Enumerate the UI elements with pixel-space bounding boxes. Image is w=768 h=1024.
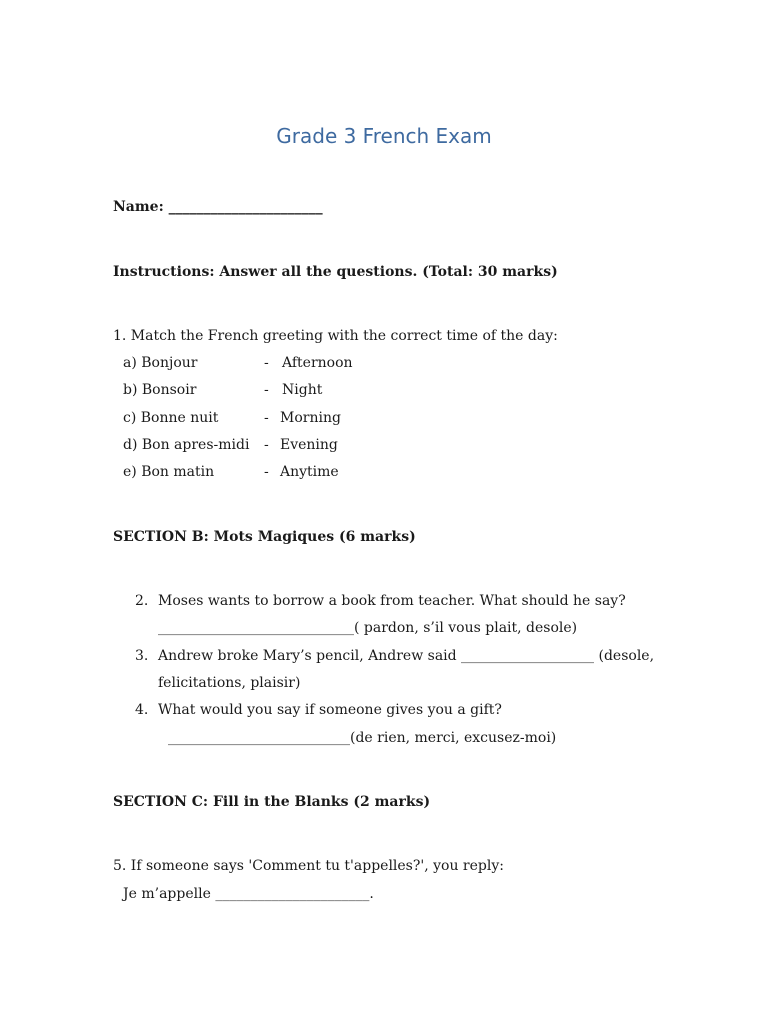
match-right-item: Night [282,382,323,398]
question-number: 2. [135,593,149,609]
question-text: Moses wants to borrow a book from teacher. What should he say? [158,593,626,609]
match-left-item: b) Bonsoir [123,382,197,398]
question-5-answer-line: Je m’appelle ______________________. [123,886,374,902]
question-text: What would you say if someone gives you a gift? [158,702,502,718]
section-c-heading: SECTION C: Fill in the Blanks (2 marks) [113,794,431,810]
match-left-item: a) Bonjour [123,355,198,371]
answer-blank-with-options: __________________________(de rien, merci, excusez-moi) [168,730,557,746]
answer-blank-with-options: ____________________________( pardon, s’il vous plait, desole) [158,620,578,636]
name-field-line: Name: ______________________ [113,199,323,215]
match-right-item: Afternoon [282,355,353,371]
match-dash: - [264,382,269,398]
match-dash: - [264,355,269,371]
question-text-continued: felicitations, plaisir) [158,675,301,691]
match-left-item: e) Bon matin [123,464,215,480]
match-dash: - [264,464,269,480]
match-right-item: Evening [280,437,338,453]
question-number: 3. [135,648,149,664]
question-1-prompt: 1. Match the French greeting with the correct time of the day: [113,328,558,344]
match-right-item: Morning [280,410,341,426]
match-left-item: d) Bon apres-midi [123,437,250,453]
question-number: 4. [135,702,149,718]
question-5-prompt: 5. If someone says 'Comment tu t'appelles?', you reply: [113,858,504,874]
match-left-item: c) Bonne nuit [123,410,219,426]
match-dash: - [264,410,269,426]
question-text: Andrew broke Mary’s pencil, Andrew said ___________________ (desole, [158,648,655,664]
match-right-item: Anytime [280,464,339,480]
instructions-text: Instructions: Answer all the questions. (Total: 30 marks) [113,264,558,280]
page-title: Grade 3 French Exam [276,124,492,148]
match-dash: - [264,437,269,453]
section-b-heading: SECTION B: Mots Magiques (6 marks) [113,529,416,545]
